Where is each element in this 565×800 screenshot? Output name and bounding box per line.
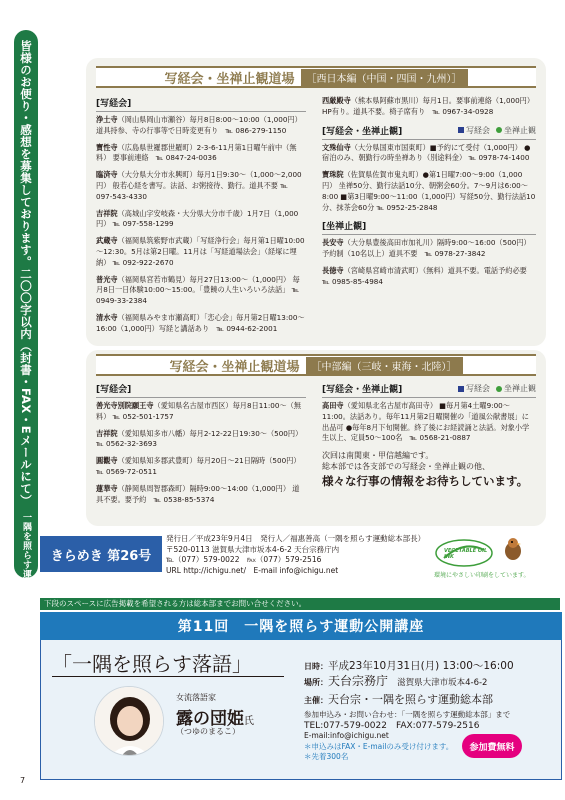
performer-honorific: 氏: [244, 716, 254, 727]
pub-line-1: 発行日／平成23年9月4日 発行人／福惠善高（一隅を照らす運動総本部長）: [166, 534, 426, 543]
west-right-label: [写経会・坐禅止観] 写経会 坐禅止観: [322, 124, 536, 140]
temple-name: 長徳寺: [322, 265, 344, 275]
temple-details: （福岡県みやま市瀬高町）「恋心会」毎月第2日曜13:00～16:00（1,000円）写経と講話あり ℡ 0944-62-2001: [96, 312, 305, 333]
central-banner: [96, 354, 536, 376]
west-zazen-label: [坐禅止観]: [322, 219, 536, 235]
central-note-big: 様々な行事の情報をお待ちしています。: [322, 474, 529, 489]
vegetable-oil-ink-label: VEGETABLE OIL INK: [444, 548, 488, 560]
temple-details: （愛知県名古屋市西区）毎月8日11:00～（無料） ℡ 052-501-1757: [96, 401, 301, 421]
bird-mascot: [498, 534, 528, 564]
performer-portrait: [95, 687, 164, 756]
west-right-top-list: [322, 96, 536, 118]
list-item: [96, 313, 306, 335]
contact-line-3: E-mail:info@ichigu.net: [304, 731, 389, 740]
west-left-column: [96, 96, 306, 341]
west-left-label: [写経会]: [96, 96, 306, 112]
performer-name: 露の団姫: [176, 709, 244, 729]
central-left-column: [96, 382, 306, 511]
temple-details: （広島県世羅郡世羅町）2-3-6-11月第1日曜午前中（無料） 要事前連絡 ℡ 0847-24-0036: [96, 142, 297, 163]
circle-icon: [496, 127, 502, 133]
list-item: [96, 275, 306, 307]
list-item: [96, 429, 306, 451]
temple-name: 寶珠院: [322, 170, 344, 180]
list-item: [96, 401, 306, 423]
list-item: [322, 170, 536, 213]
temple-name: 吉祥院: [96, 208, 118, 218]
side-banner-text: 皆様のお便り・感想を募集しております。二〇〇字以内（封書・FAX・Eメールにて） 一隅を照らす運動総本部: [19, 40, 33, 617]
square-icon: [458, 386, 464, 392]
event-place: 場所：天台宗務庁 滋賀県大津市坂本4-6-2: [304, 674, 488, 688]
temple-details: （佐賀県佐賀市鬼丸町）●第1日曜7:00～9:00（1,000円） 坐禅50分、勤行法話10分、朝粥会60分。7～9月は6:00～8:00 ■第3日曜9:00～11:00（1,000円）写経50分、勤行法話10分、抹茶会60分 ℡ 0952-25-2848: [322, 170, 536, 212]
bird-icon: [498, 534, 528, 564]
list-item: [322, 266, 536, 288]
list-item: [322, 238, 536, 260]
free-badge: 参加費無料: [462, 734, 522, 758]
square-icon: [458, 127, 464, 133]
temple-name: 臨済寺: [96, 170, 118, 180]
temple-details: （大分県大分市永興町）毎月1日9:30～（1,000～2,000円） 般若心経を書写。法話、お粥接待、勤行。道具不要 ℡ 097-543-4330: [96, 170, 302, 201]
contact-line-1: 参加申込み・お問い合わせ：「一隅を照らす運動総本部」まで: [304, 710, 511, 719]
list-item: [322, 96, 536, 118]
temple-details: （福岡県宮若市鶴見）毎月27日13:00～（1,000円） 毎月8日一日体験10:00～15:00。「豊饒の人生いろいろ法話」 ℡ 0949-33-2384: [96, 274, 300, 306]
temple-name: 浄土寺: [96, 115, 118, 124]
list-item: [96, 484, 306, 506]
west-zazen-list: [322, 238, 536, 287]
temple-details: （大分県国東市国東町）■予約にて受付（1,000円） ●宿泊のみ、朝勤行の時坐禅あり（別途料金） ℡ 0978-74-1400: [322, 142, 531, 163]
central-left-list: [96, 401, 306, 505]
central-left-label: [写経会]: [96, 382, 306, 398]
temple-name: 圓觀寺: [96, 456, 118, 466]
central-right-column: [322, 382, 536, 488]
west-left-list: [96, 115, 306, 335]
temple-details: （岡山県岡山市瀬谷）毎月8日8:00～10:00（1,000円） 道具持参、寺の行事等で日時変更有り ℡ 086-279-1150: [96, 115, 302, 135]
list-item: [322, 143, 536, 165]
list-item: [96, 209, 306, 231]
pub-line-4: URL http://ichigu.net/ E-mail info@ichigu.net: [166, 565, 339, 575]
temple-details: （高城山字安岐森・大分県大分市千歳）1月7日（1,000円） ℡ 097-558-1299: [96, 208, 299, 229]
west-banner: [96, 66, 536, 88]
event-date: 日時：平成23年10月31日(月) 13:00～16:00: [304, 660, 514, 672]
temple-name: 文殊仙寺: [322, 142, 351, 152]
pub-line-3: ℡（077）579-0022 ℻（077）579-2516: [166, 555, 322, 564]
legend: 写経会 坐禅止観: [458, 125, 536, 136]
west-tag: ［西日本編（中国・四国・九州）］: [301, 69, 468, 86]
contact-line-2: TEL:077-579-0022 FAX:077-579-2516: [304, 720, 480, 731]
temple-details: （静岡県周智郡森町）隔時9:00～14:00（1,000円） 道具不要。要予約 ℡ 0538-85-5374: [96, 483, 300, 504]
vegetable-oil-ink-logo: [434, 538, 494, 568]
page-number: 7: [20, 776, 26, 785]
west-right-list: [322, 143, 536, 214]
temple-name: 蓮華寺: [96, 483, 118, 493]
central-title: 写経会・坐禅止観道場: [169, 359, 300, 375]
contact-note-1: ＊申込みはFAX・E-mailのみ受け付けます。: [304, 741, 454, 751]
temple-name: 武蔵寺: [96, 236, 118, 246]
event-title-underline: [52, 676, 284, 677]
temple-name: 吉祥院: [96, 428, 118, 438]
ad-notice-bar: 下段のスペースに広告掲載を希望される方は総本部までお問い合せください。: [40, 598, 560, 610]
west-title: 写経会・坐禅止観道場: [164, 71, 295, 87]
temple-details: （福岡県筑紫野市武蔵）「写経浄行会」毎月第1日曜10:00～12:30。5月は第2日曜。11月は「写経道場法会」（経塚に埋納） ℡ 092-922-2670: [96, 236, 305, 267]
list-item: [96, 170, 306, 202]
contact-note-2: ＊先着300名: [304, 752, 349, 761]
temple-name: 寶性寺: [96, 142, 118, 152]
temple-details: （熊本県阿蘇市黒川）毎月1日。要事前連絡（1,000円） HP有り。道具不要。椅子席有り ℡ 0967-34-0928: [322, 96, 535, 116]
legend: 写経会 坐禅止観: [458, 383, 536, 394]
temple-name: 高田寺: [322, 401, 344, 410]
temple-details: （宮崎県宮崎市清武町）（無料）道具不要。電話予約必要 ℡ 0985-85-4984: [322, 265, 527, 286]
central-right-list: [322, 401, 536, 444]
temple-details: （愛知県知多郡武豊町）毎月20日～21日隔時（500円） ℡ 0569-72-0511: [96, 456, 301, 476]
performer-role: 女流落語家: [176, 693, 216, 702]
central-note-1: 次回は南関東・甲信越編です。: [322, 451, 434, 461]
central-right-label: [写経会・坐禅止観] 写経会 坐禅止観: [322, 382, 536, 398]
temple-name: 西厳殿寺: [322, 96, 351, 105]
west-right-column: [322, 96, 536, 294]
event-title: 「一隅を照らす落語」: [52, 652, 252, 676]
list-item: [96, 456, 306, 478]
pub-line-2: 〒520-0113 滋賀県大津市坂本4-6-2 天台宗務庁内: [166, 544, 340, 554]
event-host: 主催：天台宗・一隅を照らす運動総本部: [304, 693, 493, 706]
performer-photo: [94, 686, 164, 756]
temple-details: （愛知県知多市八幡）毎月2-12-22日19:30～（500円） ℡ 0562-32-3693: [96, 428, 303, 449]
temple-details: （大分県豊後高田市加礼川）隔時9:00～16:00（500円） 予約制（10名以上）道具不要 ℡ 0978-27-3842: [322, 238, 531, 259]
temple-details: （愛知県北名古屋市高田寺） ■毎月第4土曜9:00～11:00。法話あり。毎年11月第2日曜開催の「道風公献書展」に出品可 ●毎年8月下旬開催。終了後にお経読誦と法話。対象小学生以上、定員50～100名 ℡ 0568-21-0887: [322, 401, 530, 443]
temple-name: 清水寺: [96, 312, 118, 322]
central-tag: ［中部編（三岐・東海・北陸）］: [306, 357, 463, 374]
performer-reading: （つゆのまるこ）: [176, 727, 240, 736]
list-item: [96, 143, 306, 165]
list-item: [96, 115, 306, 137]
temple-name: 普光寺: [96, 274, 118, 284]
publication-info: [166, 534, 425, 576]
circle-icon: [496, 386, 502, 392]
list-item: [96, 236, 306, 268]
kirameki-label: きらめき 第26号: [40, 536, 162, 572]
central-note-2: 総本部では各支部での写経会・坐禅止観の他、: [322, 462, 490, 472]
list-item: [322, 401, 536, 444]
temple-name: 長安寺: [322, 238, 344, 248]
temple-name: 善光寺別院願王寺: [96, 401, 154, 410]
eco-text: 環境にやさしい印刷をしています。: [434, 572, 530, 579]
event-header: 第11回 一隅を照らす運動公開講座: [40, 612, 562, 640]
